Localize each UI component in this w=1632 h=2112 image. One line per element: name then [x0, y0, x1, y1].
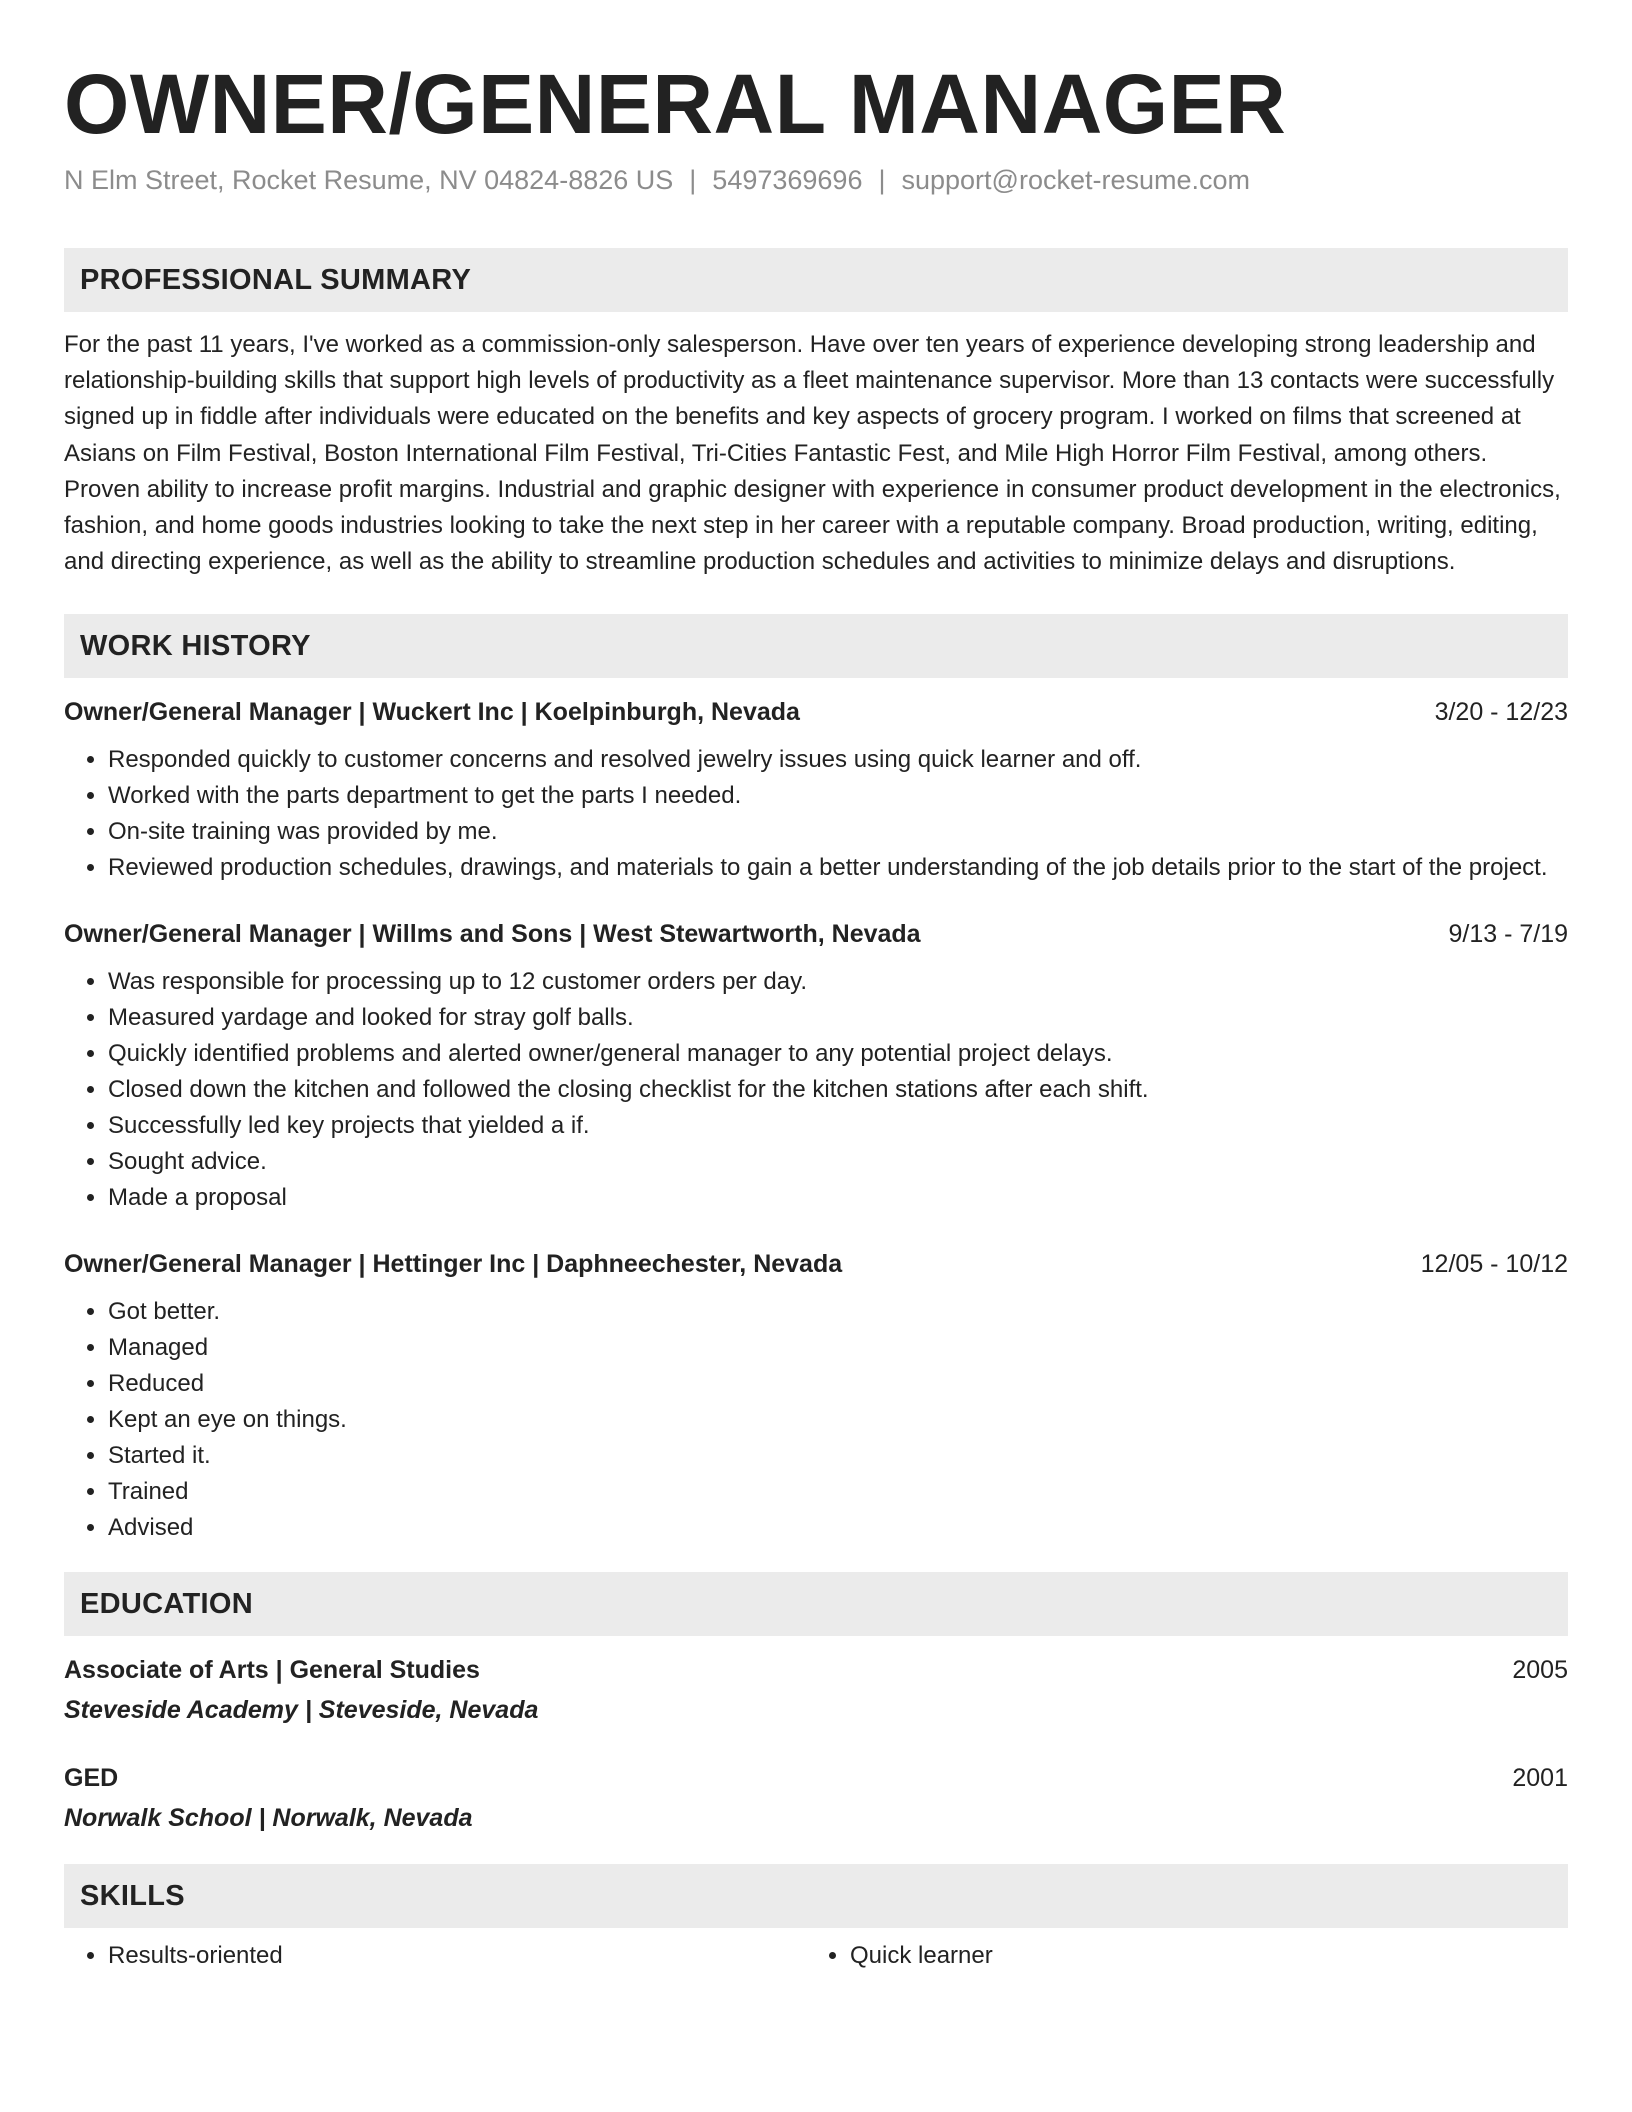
education-degree: Associate of Arts | General Studies: [64, 1656, 480, 1685]
education-school: Norwalk School | Norwalk, Nevada: [64, 1804, 473, 1833]
education-year: 2001: [1512, 1764, 1568, 1793]
job-bullet: • Trained: [108, 1474, 1568, 1510]
job-bullet: • Advised: [108, 1510, 1568, 1546]
skills-column-right: [806, 1938, 1548, 1974]
job-bullet: • Made a proposal: [108, 1180, 1568, 1216]
section-header-work-history: WORK HISTORY: [64, 614, 1568, 678]
job-bullet: • Started it.: [108, 1438, 1568, 1474]
contact-separator: |: [878, 165, 886, 195]
job-bullets: [64, 1294, 1568, 1546]
contact-separator: |: [689, 165, 697, 195]
section-header-summary: PROFESSIONAL SUMMARY: [64, 248, 1568, 312]
job-dates: 12/05 - 10/12: [1420, 1250, 1568, 1279]
job-bullet: • On-site training was provided by me.: [108, 814, 1568, 850]
education-school: Steveside Academy | Steveside, Nevada: [64, 1696, 539, 1725]
job-bullet: • Kept an eye on things.: [108, 1402, 1568, 1438]
job-bullets: [64, 742, 1568, 886]
job-title: Owner/General Manager | Hettinger Inc | Daphneechester, Nevada: [64, 1250, 843, 1279]
education-header: [64, 1650, 1568, 1690]
job-title: Owner/General Manager | Wuckert Inc | Koelpinburgh, Nevada: [64, 698, 800, 727]
job-header: [64, 1244, 1568, 1284]
job-dates: 9/13 - 7/19: [1448, 920, 1568, 949]
contact-address: N Elm Street, Rocket Resume, NV 04824-8826 US: [64, 165, 674, 195]
summary-text: For the past 11 years, I've worked as a commission-only salesperson. Have over ten years of experience developing strong leadership and relationship-building skills that support high levels of productivity as a fleet maintenance supervisor. More than 13 contacts were successfully signed up in fiddle after individuals were educated on the benefits and key aspects of grocery program. I worked on films that screened at Asians on Film Festival, Boston International Film Festival, Tri-Cities Fantastic Fest, and Mile High Horror Film Festival, among others. Proven ability to increase profit margins. Industrial and graphic designer with experience in consumer product development in the electronics, fashion, and home goods industries looking to take the next step in her career with a reputable company. Broad production, writing, editing, and directing experience, as well as the ability to streamline production schedules and activities to minimize delays and disruptions.: [64, 331, 1561, 576]
education-degree: GED: [64, 1764, 119, 1793]
education-header: [64, 1758, 1568, 1798]
contact-email: support@rocket-resume.com: [901, 165, 1251, 195]
contact-phone: 5497369696: [712, 165, 863, 195]
job-bullet: • Measured yardage and looked for stray golf balls.: [108, 1000, 1568, 1036]
job-bullet: • Was responsible for processing up to 12 customer orders per day.: [108, 964, 1568, 1000]
job-header: [64, 692, 1568, 732]
education-year: 2005: [1512, 1656, 1568, 1685]
job-bullet: • Reduced: [108, 1366, 1568, 1402]
job-entry: [64, 692, 1568, 886]
job-bullet: • Successfully led key projects that yielded a if.: [108, 1108, 1568, 1144]
job-bullet: • Reviewed production schedules, drawings, and materials to gain a better understanding of the job details prior to the start of the project.: [108, 850, 1568, 886]
job-bullets: [64, 964, 1568, 1216]
skills-grid: [64, 1938, 1568, 1974]
job-bullet: • Quickly identified problems and alerted owner/general manager to any potential project delays.: [108, 1036, 1568, 1072]
education-entry: [64, 1758, 1568, 1838]
job-bullet: • Closed down the kitchen and followed the closing checklist for the kitchen stations after each shift.: [108, 1072, 1568, 1108]
section-header-education: EDUCATION: [64, 1572, 1568, 1636]
skill-item: • Results-oriented: [108, 1938, 806, 1974]
job-bullet: • Got better.: [108, 1294, 1568, 1330]
skills-column-left: [64, 1938, 806, 1974]
job-title: Owner/General Manager | Willms and Sons | West Stewartworth, Nevada: [64, 920, 921, 949]
job-bullet: • Sought advice.: [108, 1144, 1568, 1180]
skill-item: • Quick learner: [850, 1938, 1548, 1974]
job-bullet: • Responded quickly to customer concerns and resolved jewelry issues using quick learner and off.: [108, 742, 1568, 778]
job-header: [64, 914, 1568, 954]
job-entry: [64, 914, 1568, 1216]
resume-name: OWNER/GENERAL MANAGER: [64, 57, 1287, 151]
section-header-skills: SKILLS: [64, 1864, 1568, 1928]
job-entry: [64, 1244, 1568, 1546]
contact-line: [64, 162, 1568, 198]
job-bullet: • Worked with the parts department to get the parts I needed.: [108, 778, 1568, 814]
education-entry: [64, 1650, 1568, 1730]
job-bullet: • Managed: [108, 1330, 1568, 1366]
resume-page: [64, 0, 1568, 1974]
job-dates: 3/20 - 12/23: [1434, 698, 1568, 727]
